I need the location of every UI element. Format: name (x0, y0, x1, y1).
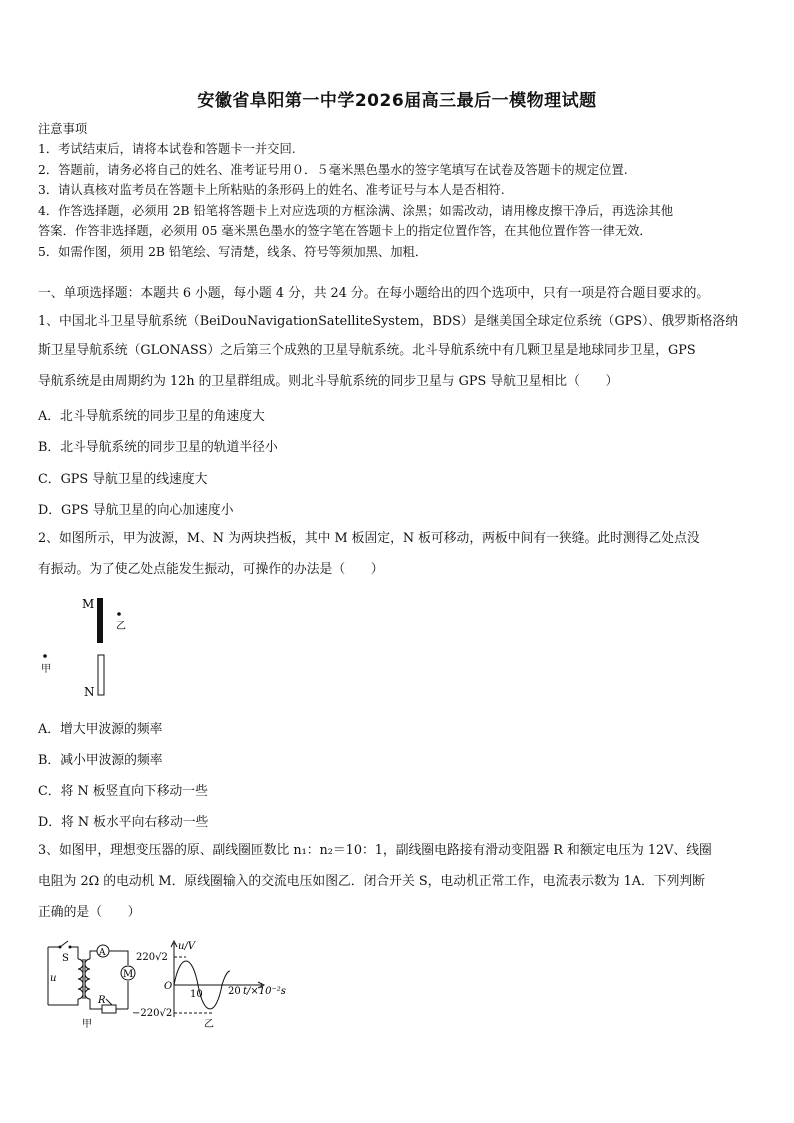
q1-option-b: B．北斗导航系统的同步卫星的轨道半径小 (38, 440, 278, 455)
label-jia: 甲 (41, 664, 51, 675)
ammeter-label: A (99, 948, 106, 958)
q2-option-c: C．将 N 板竖直向下移动一些 (38, 784, 208, 799)
barrier-m (97, 598, 103, 643)
label-n: N (84, 685, 95, 699)
q2-figure (36, 592, 146, 707)
switch-dot-2 (69, 946, 72, 949)
graph-xtick-10: 10 (190, 989, 203, 1000)
graph-ylabel: u/V (178, 941, 196, 952)
switch-dot (59, 946, 62, 949)
q3-line-1: 3、如图甲，理想变压器的原、副线圈匝数比 n₁：n₂＝10：1，副线圈电路接有滑动变阻器 R 和额定电压为 12V、线圈 (38, 843, 712, 858)
input-voltage-label: u (50, 973, 57, 984)
q2-line-1: 2、如图所示，甲为波源，M、N 为两块挡板，其中 M 板固定，N 板可移动，两板中间有一狭缝。此时测得乙处点没 (38, 531, 700, 546)
resistor-label: R (98, 995, 106, 1006)
q1-line-1: 1、中国北斗卫星导航系统（BeiDouNavigationSatelliteSystem，BDS）是继美国全球定位系统（GPS）、俄罗斯格洛纳 (38, 314, 739, 329)
circuit-caption: 甲 (82, 1019, 92, 1029)
q1-line-2: 斯卫星导航系统（GLONASS）之后第三个成熟的卫星导航系统。北斗导航系统中有几颗卫星是地球同步卫星，GPS (38, 343, 696, 358)
graph-origin: O (164, 981, 173, 992)
barrier-n (98, 655, 104, 695)
notice-heading: 注意事项 (38, 122, 88, 136)
label-m: M (82, 597, 95, 611)
graph-xtick-20: 20 (228, 986, 241, 997)
q3-voltage-graph (132, 937, 302, 1029)
exam-title: 安徽省阜阳第一中学2026届高三最后一模物理试题 (197, 91, 597, 111)
notice-item-3: 3．请认真核对监考员在答题卡上所粘贴的条形码上的姓名、准考证号与本人是否相符. (38, 183, 505, 197)
q1-option-c: C．GPS 导航卫星的线速度大 (38, 472, 208, 487)
graph-xlabel: t/×10⁻²s (243, 986, 286, 997)
notice-item-5: 5．如需作图，须用 2B 铅笔绘、写清楚，线条、符号等须加黑、加粗． (38, 245, 428, 259)
q2-option-b: B．减小甲波源的频率 (38, 753, 163, 768)
q1-option-d: D．GPS 导航卫星的向心加速度小 (38, 503, 234, 518)
q2-line-2: 有振动。为了使乙处点能发生振动，可操作的办法是（ ） (38, 562, 384, 577)
section-heading: 一、单项选择题：本题共 6 小题，每小题 4 分，共 24 分。在每小题给出的四个选项中，只有一项是符合题目要求的。 (38, 286, 710, 301)
q3-circuit-figure (40, 937, 140, 1029)
notice-item-4-cont: 答案．作答非选择题，必须用 05 毫米黑色墨水的签字笔在答题卡上的指定位置作答，在其他位置作答一律无效． (38, 224, 652, 238)
q1-line-3: 导航系统是由周期约为 12h 的卫星群组成。则北斗导航系统的同步卫星与 GPS 导航卫星相比（ ） (38, 374, 619, 389)
notice-item-1: 1．考试结束后，请将本试卷和答题卡一并交回. (38, 142, 296, 156)
q3-line-2: 电阻为 2Ω 的电动机 M．原线圈输入的交流电压如图乙．闭合开关 S，电动机正常工作，电流表示数为 1A．下列判断 (38, 874, 705, 889)
point-yi (117, 612, 121, 616)
motor-label: M (123, 969, 134, 980)
graph-ytick-top: 220√2 (136, 952, 168, 963)
q1-option-a: A．北斗导航系统的同步卫星的角速度大 (38, 409, 265, 424)
graph-caption: 乙 (204, 1019, 214, 1029)
switch-label: S (62, 953, 69, 964)
notice-item-2: 2．答题前，请务必将自己的姓名、准考证号用０．５毫米黑色墨水的签字笔填写在试卷及答题卡的规定位置. (38, 163, 628, 177)
notice-item-4: 4．作答选择题，必须用 2B 铅笔将答题卡上对应选项的方框涂满、涂黑；如需改动，请用橡皮擦干净后，再选涂其他 (38, 204, 674, 218)
graph-ytick-bottom: −220√2 (132, 1008, 173, 1019)
q2-option-d: D．将 N 板水平向右移动一些 (38, 815, 209, 830)
q3-line-3: 正确的是（ ） (38, 905, 141, 920)
q2-option-a: A．增大甲波源的频率 (38, 722, 163, 737)
label-yi: 乙 (116, 621, 126, 632)
point-jia (43, 654, 47, 658)
